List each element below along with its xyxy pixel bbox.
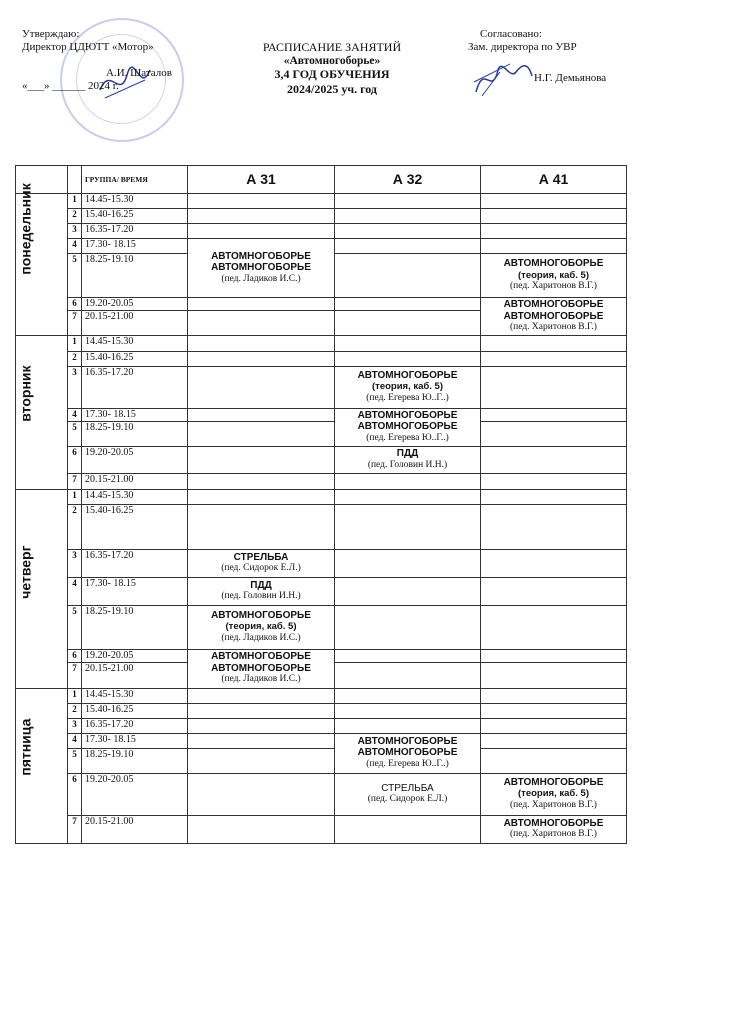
title-line-1: РАСПИСАНИЕ ЗАНЯТИЙ (262, 40, 402, 54)
table-row: 3 16.35-17.20 (16, 718, 627, 733)
table-row: 5 18.25-19.10 АВТОМНОГОБОРЬЕ (теория, каб. 5) (пед. Ладиков И.С.) (16, 605, 627, 649)
table-row: 3 16.35-17.20 АВТОМНОГОБОРЬЕ (теория, каб. 5) (пед. Егерева Ю..Г..) (16, 366, 627, 408)
table-row: 4 17.30- 18.15 ПДД (пед. Головин И.Н.) (16, 577, 627, 605)
agreed-position: Зам. директора по УВР (468, 41, 577, 53)
table-row: 7 20.15-21.00 (16, 473, 627, 489)
table-row: понедельник 1 14.45-15.30 (16, 194, 627, 209)
lesson-cell: АВТОМНОГОБОРЬЕ (пед. Харитонов В.Г.) (481, 815, 627, 843)
lesson-cell: АВТОМНОГОБОРЬЕ АВТОМНОГОБОРЬЕ (пед. Харитонов В.Г.) (481, 298, 627, 336)
title-line-4: 2024/2025 уч. год (287, 82, 377, 96)
approved-date: «___» ______ 2024 г. (22, 80, 119, 92)
lesson-cell: АВТОМНОГОБОРЬЕ (теория, каб. 5) (пед. Харитонов В.Г.) (481, 254, 627, 298)
day-monday: понедельник (16, 194, 68, 336)
schedule-table (15, 165, 627, 844)
approved-name: А.И. Шаталов (106, 67, 172, 79)
table-row: 7 20.15-21.00 (16, 310, 627, 335)
schedule-title (236, 40, 428, 97)
lesson-cell: ПДД (пед. Головин И.Н.) (335, 446, 481, 473)
table-row: 3 16.35-17.20 (16, 224, 627, 239)
table-row: 5 18.25-19.10 (16, 748, 627, 773)
day-thursday: четверг (16, 489, 68, 688)
table-row: 2 15.40-16.25 (16, 703, 627, 718)
table-row: пятница 1 14.45-15.30 (16, 688, 627, 703)
lesson-cell: СТРЕЛЬБА (пед. Сидорок Е.Л.) (188, 549, 335, 577)
lesson-cell: АВТОМНОГОБОРЬЕ АВТОМНОГОБОРЬЕ (пед. Егерева Ю..Г..) (335, 408, 481, 446)
group-a41-header: А 41 (481, 166, 627, 194)
lesson-cell: АВТОМНОГОБОРЬЕ (теория, каб. 5) (пед. Харитонов В.Г.) (481, 773, 627, 815)
day-friday: пятница (16, 688, 68, 843)
lesson-cell: ПДД (пед. Головин И.Н.) (188, 577, 335, 605)
group-a32-header: А 32 (335, 166, 481, 194)
agreement-block (468, 28, 606, 85)
table-row: 4 17.30- 18.15 АВТОМНОГОБОРЬЕ АВТОМНОГОБОРЬЕ (пед. Ладиков И.С.) (16, 239, 627, 254)
table-row: 5 18.25-19.10 АВТОМНОГОБОРЬЕ (теория, каб. 5) (пед. Харитонов В.Г.) (16, 254, 627, 298)
day-tuesday: вторник (16, 335, 68, 489)
table-row: четверг 1 14.45-15.30 (16, 489, 627, 504)
table-row: 7 20.15-21.00 (16, 662, 627, 688)
title-line-2: «Автомногоборье» (283, 55, 381, 67)
approved-position: Директор ЦДЮТТ «Мотор» (22, 41, 154, 53)
table-header-row (16, 166, 627, 194)
lesson-cell: АВТОМНОГОБОРЬЕ АВТОМНОГОБОРЬЕ (пед. Ладиков И.С.) (188, 649, 335, 688)
agreed-name: Н.Г. Демьянова (534, 72, 607, 84)
lesson-cell: АВТОМНОГОБОРЬЕ (теория, каб. 5) (пед. Ладиков И.С.) (188, 605, 335, 649)
title-line-3: 3,4 ГОД ОБУЧЕНИЯ (274, 67, 390, 81)
table-row: вторник 1 14.45-15.30 (16, 335, 627, 351)
table-row: 7 20.15-21.00 АВТОМНОГОБОРЬЕ (пед. Харитонов В.Г.) (16, 815, 627, 843)
table-row: 3 16.35-17.20 СТРЕЛЬБА (пед. Сидорок Е.Л.) (16, 549, 627, 577)
table-row: 4 17.30- 18.15 АВТОМНОГОБОРЬЕ АВТОМНОГОБОРЬЕ (пед. Егерева Ю..Г..) (16, 733, 627, 748)
table-row: 5 18.25-19.10 (16, 421, 627, 446)
table-row: 6 19.20-20.05 АВТОМНОГОБОРЬЕ АВТОМНОГОБОРЬЕ (пед. Ладиков И.С.) (16, 649, 627, 662)
lesson-cell: АВТОМНОГОБОРЬЕ АВТОМНОГОБОРЬЕ (пед. Егерева Ю..Г..) (335, 733, 481, 773)
table-row: 6 19.20-20.05 СТРЕЛЬБА (пед. Сидорок Е.Л.) АВТОМНОГОБОРЬЕ (теория, каб. 5) (пед. Харитонов В.Г.) (16, 773, 627, 815)
lesson-cell: СТРЕЛЬБА (пед. Сидорок Е.Л.) (335, 773, 481, 815)
approval-block (22, 28, 172, 93)
table-row: 2 15.40-16.25 (16, 351, 627, 366)
agreed-label: Согласовано: (480, 28, 542, 40)
lesson-cell: АВТОМНОГОБОРЬЕ (теория, каб. 5) (пед. Егерева Ю..Г..) (335, 366, 481, 408)
group-time-header: ГРУППА/ ВРЕМЯ (82, 166, 188, 194)
approved-label: Утверждаю: (22, 28, 80, 40)
table-row: 6 19.20-20.05 АВТОМНОГОБОРЬЕ АВТОМНОГОБОРЬЕ (пед. Харитонов В.Г.) (16, 298, 627, 311)
table-row: 6 19.20-20.05 ПДД (пед. Головин И.Н.) (16, 446, 627, 473)
lesson-cell: АВТОМНОГОБОРЬЕ АВТОМНОГОБОРЬЕ (пед. Ладиков И.С.) (188, 239, 335, 298)
table-row: 2 15.40-16.25 (16, 504, 627, 549)
group-a31-header: А 31 (188, 166, 335, 194)
table-row: 4 17.30- 18.15 АВТОМНОГОБОРЬЕ АВТОМНОГОБОРЬЕ (пед. Егерева Ю..Г..) (16, 408, 627, 421)
table-row: 2 15.40-16.25 (16, 209, 627, 224)
